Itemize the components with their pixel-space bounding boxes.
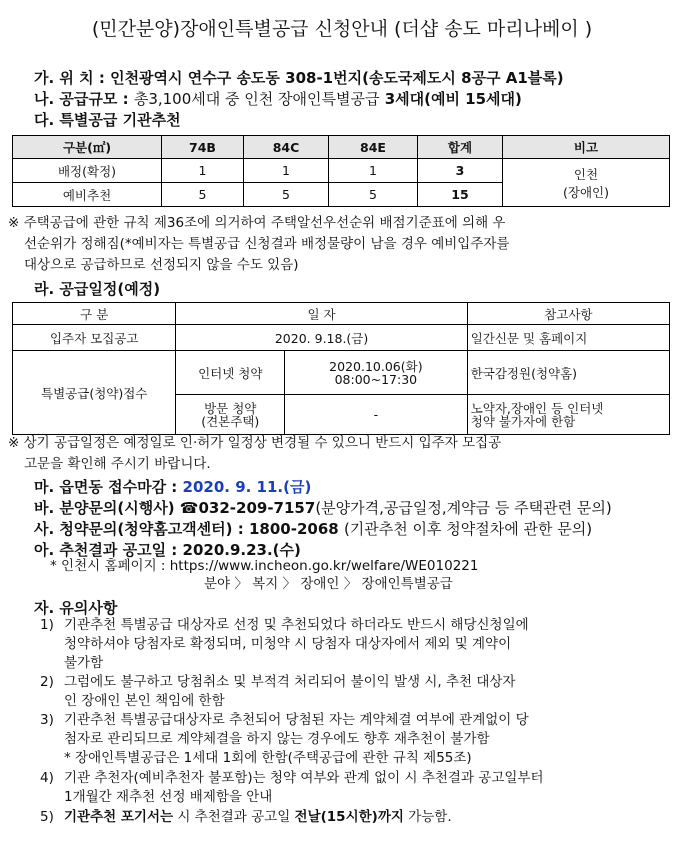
table-header: 84C [244,136,329,159]
deadline-value: 2020. 9. 11.(금) [182,478,312,496]
table-cell: 5 [329,183,418,207]
precaution-line: 1개월간 재추천 선정 배제함을 안내 [64,789,273,805]
supply-scale-value: 총3,100세대 중 인천 장애인특별공급 [133,90,380,108]
precaution-line: 불가함 [64,655,104,671]
table-header: 84E [329,136,418,159]
deadline-text: 전날(15시한)까지 [294,809,404,825]
table-cell: 1 [244,159,329,183]
precaution-line: 기관 추천자(예비추천자 불포함)는 청약 여부와 관계 없이 시 추천결과 공고일부터 [64,770,544,786]
table-header: 구분(㎡) [13,136,162,159]
visit-label-cell [176,395,285,435]
website-line: * 인천시 홈페이지 : https://www.incheon.go.kr/welfare/WE010221 [50,558,479,574]
withdrawal-form-text: 기관추천 포기서는 [64,809,174,825]
precaution-number: 1) [40,617,54,633]
table-cell: - [285,395,468,435]
row-label: 배정(확정) [13,159,162,183]
sales-inquiry-label: 바. 분양문의(시행사) [34,499,175,517]
precaution-sub-line: * 장애인특별공급은 1세대 1회에 한함(주택공급에 관한 규칙 제55조) [64,750,472,766]
section-schedule: 라. 공급일정(예정) [34,280,161,298]
visit-note-line: 노약자,장애인 등 인터넷 [470,400,604,416]
table-row [13,351,670,395]
row-label: 특별공급(청약)접수 [13,351,176,435]
precaution-number: 4) [40,770,54,786]
precaution-line: 인 장애인 본인 책임에 한함 [64,693,225,709]
announcement-date: 2020.9.23.(수) [182,541,301,559]
supply-scale-line [34,88,522,109]
footnote-line: ※ 상기 공급일정은 예정일로 인·허가 일정상 변경될 수 있으니 반드시 입주자 모집공 [8,435,502,451]
footnote-line: 선순위가 정해짐(*예비자는 특별공급 신청결과 배정물량이 남을 경우 예비입주자를 [24,236,510,252]
precaution-line: 기관추천 특별공급대상자로 추천되어 당첨된 자는 계약체결 여부에 관계없이 당 [64,712,529,728]
table-cell: 일간신문 및 홈페이지 [467,325,669,351]
table-cell: 인터넷 청약 [176,351,285,395]
precaution-number: 5) [40,809,54,825]
page-title: (민간분양)장애인특별공급 신청안내 (더샵 송도 마리나베이 ) [91,18,593,40]
location-line [34,67,564,88]
precautions-heading: 자. 유의사항 [34,599,118,617]
phone-icon: ☎ [179,499,199,517]
total-cell: 15 [418,183,503,207]
remark-cell [503,159,670,207]
deadline-label: 마. 읍면동 접수마감 : [34,478,178,496]
location-value: 인천광역시 연수구 송도동 308-1번지(송도국제도시 8공구 A1블록) [110,69,564,87]
table-cell: 한국감정원(청약홈) [467,351,669,395]
precaution-number: 2) [40,674,54,690]
visit-label-line: (견본주택) [201,413,260,429]
remark-line: 인천 [573,166,599,182]
supply-scale-value-bold: 3세대(예비 15세대) [384,90,522,108]
precaution-line: 청약하셔야 당첨자로 확정되며, 미청약 시 당첨자 대상자에서 제외 및 계약이 [64,636,512,652]
precaution-number: 3) [40,712,54,728]
visit-note-line: 청약 불가자에 한함 [470,413,576,429]
visit-label-line: 방문 청약 [204,400,257,416]
announcement-label: 아. 추천결과 공고일 : [34,541,178,559]
website-path: 분야 〉 복지 〉 장애인 〉 장애인특별공급 [204,576,453,592]
table-row [13,325,670,351]
precaution-line: 첨자로 관리되므로 계약체결을 하지 않는 경우에도 향후 재추천이 불가함 [64,731,490,747]
visit-note-cell [467,395,669,435]
schedule-table [12,302,670,435]
table-header: 비고 [503,136,670,159]
table-cell: 1 [329,159,418,183]
date-cell [285,351,468,395]
table-cell: 1 [162,159,244,183]
total-cell: 3 [418,159,503,183]
date-line: 2020.10.06(화) [329,358,423,374]
precaution-line: 그럼에도 불구하고 당첨취소 및 부적격 처리되어 불이익 발생 시, 추천 대상자 [64,674,516,690]
table-header: 합계 [418,136,503,159]
table-header: 참고사항 [467,303,669,325]
remark-line: (장애인) [563,184,609,200]
time-line: 08:00~17:30 [334,371,418,387]
row-label: 입주자 모집공고 [13,325,176,351]
subscription-inquiry-label: 사. 청약문의(청약홈고객센터) : [34,520,244,538]
subscription-phone: 1800-2068 [248,520,339,538]
allocation-table [12,135,670,207]
precaution-line: 기관추천 특별공급 대상자로 선정 및 추천되었다 하더라도 반드시 해당신청일에 [64,617,529,633]
precaution-text: 시 추천결과 공고일 [173,809,295,825]
table-header: 구 분 [13,303,176,325]
precaution-text: 가능함. [403,809,452,825]
table-header: 74B [162,136,244,159]
subscription-inquiry-line [34,518,592,539]
table-row [13,159,670,183]
subscription-inquiry-desc: (기관추천 이후 청약절차에 관한 문의) [343,520,593,538]
table-cell: 5 [162,183,244,207]
sales-inquiry-desc: (분양가격,공급일정,계약금 등 주택관련 문의) [315,499,612,517]
footnote-line: 고문을 확인해 주시기 바랍니다. [24,456,211,472]
precaution-line [64,808,452,826]
deadline-line [34,476,311,497]
table-header: 일 자 [176,303,467,325]
table-cell: 5 [244,183,329,207]
footnote-line: 대상으로 공급하므로 선정되지 않을 수도 있음) [24,257,299,273]
table-cell: 2020. 9.18.(금) [176,325,467,351]
row-label: 예비추천 [13,183,162,207]
supply-scale-label: 나. 공급규모 : [34,90,129,108]
footnote-line: ※ 주택공급에 관한 규칙 제36조에 의거하여 주택알선우선순위 배점기준표에 의해 우 [8,215,506,231]
location-label: 가. 위 치 : [34,69,105,87]
sales-phone: 032-209-7157 [198,499,316,517]
section-agency-recommendation: 다. 특별공급 기관추천 [34,111,181,129]
sales-inquiry-line [34,497,612,518]
